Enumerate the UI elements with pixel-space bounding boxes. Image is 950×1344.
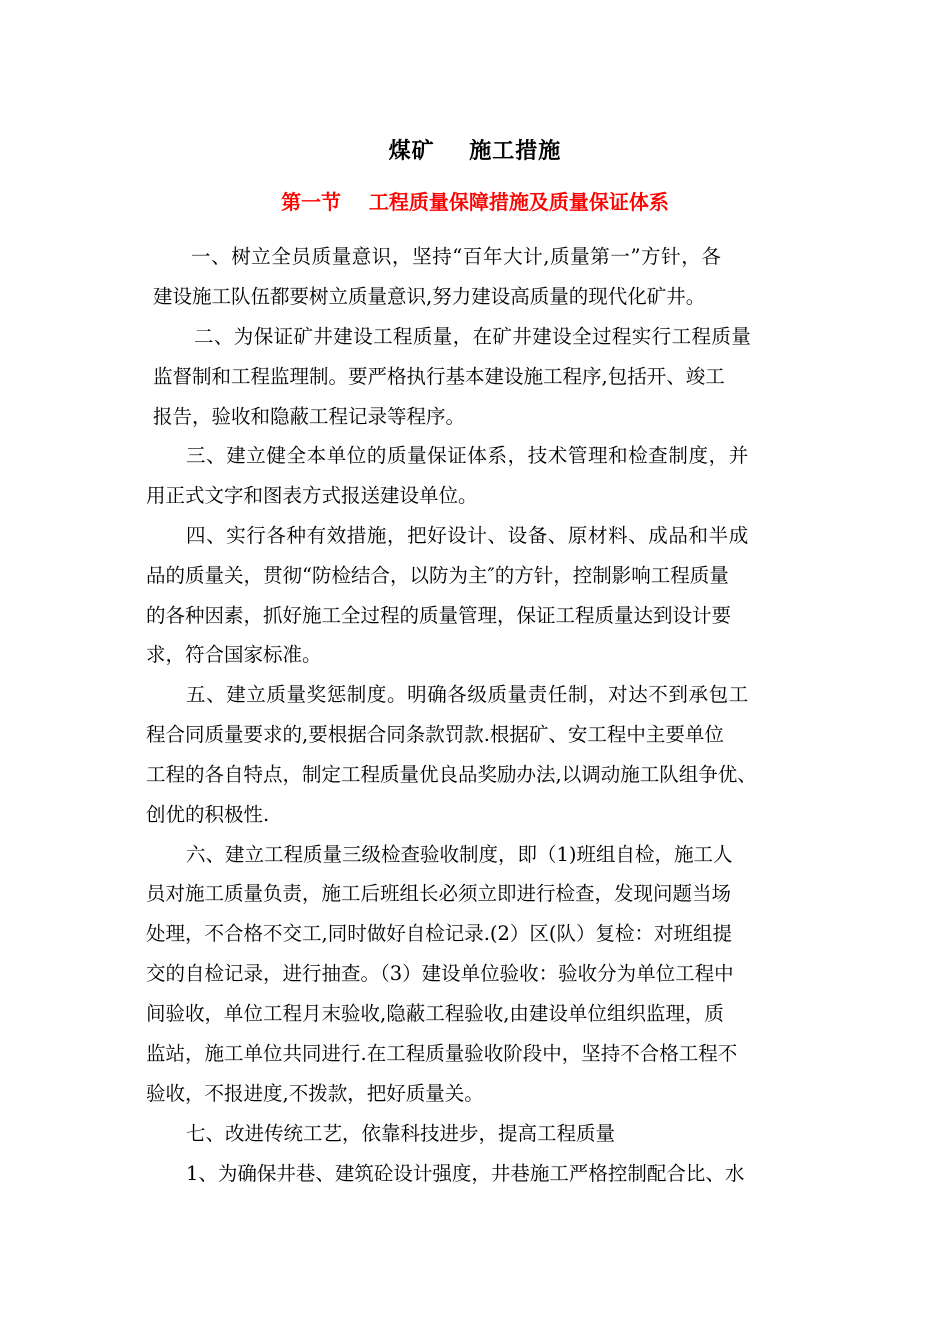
paragraph-line: 建设施工队伍都要树立质量意识,努力建设高质量的现代化矿井。	[153, 285, 706, 308]
paragraph-line: 监站，施工单位共同进行.在工程质量验收阶段中，坚持不合格工程不	[146, 1042, 738, 1065]
paragraph-line: 报告，验收和隐蔽工程记录等程序。	[153, 405, 466, 428]
paragraph-line: 五、建立质量奖惩制度。明确各级质量责任制，对达不到承包工	[186, 683, 749, 706]
paragraph-line: 交的自检记录，进行抽查。（3）建设单位验收：验收分为单位工程中	[146, 962, 734, 985]
paragraph-line: 1、为确保井巷、建筑砼设计强度，井巷施工严格控制配合比、水	[186, 1162, 745, 1185]
paragraph-line: 四、实行各种有效措施，把好设计、设备、原材料、成品和半成	[186, 524, 749, 547]
paragraph-line: 三、建立健全本单位的质量保证体系，技术管理和检查制度，并	[186, 444, 749, 467]
paragraph-line: 品的质量关，贯彻“防检结合，以防为主″的方针，控制影响工程质量	[146, 564, 729, 587]
paragraph-line: 间验收，单位工程月末验收,隐蔽工程验收,由建设单位组织监理，质	[146, 1002, 724, 1025]
paragraph-line: 一、树立全员质量意识，坚持“百年大计,质量第一”方针，各	[191, 245, 722, 268]
paragraph-line: 创优的积极性.	[146, 803, 270, 826]
paragraph-line: 监督制和工程监理制。要严格执行基本建设施工程序,包括开、竣工	[153, 365, 725, 388]
paragraph-line: 处理，不合格不交工,同时做好自检记录.(2）区(队）复检：对班组提	[146, 922, 733, 945]
paragraph-line: 用正式文字和图表方式报送建设单位。	[146, 484, 478, 507]
paragraph-line: 程合同质量要求的,要根据合同条款罚款.根据矿、安工程中主要单位	[146, 723, 724, 746]
paragraph-line: 验收，不报进度,不拨款，把好质量关。	[146, 1082, 484, 1105]
paragraph-line: 求，符合国家标准。	[146, 643, 322, 666]
paragraph-line: 的各种因素，抓好施工全过程的质量管理，保证工程质量达到设计要	[146, 604, 732, 627]
paragraph-line: 工程的各自特点，制定工程质量优良品奖励办法,以调动施工队组争优、	[146, 763, 757, 786]
paragraph-line: 七、改进传统工艺，依靠科技进步，提高工程质量	[186, 1122, 616, 1145]
paragraph-line: 二、为保证矿井建设工程质量，在矿井建设全过程实行工程质量	[194, 325, 752, 348]
document-title: 煤矿 施工措施	[388, 139, 562, 164]
section-heading: 第一节 工程质量保障措施及质量保证体系	[281, 190, 669, 214]
paragraph-line: 六、建立工程质量三级检查验收制度，即（1)班组自检，施工人	[186, 843, 733, 866]
paragraph-line: 员对施工质量负责，施工后班组长必须立即进行检查，发现问题当场	[146, 882, 732, 905]
